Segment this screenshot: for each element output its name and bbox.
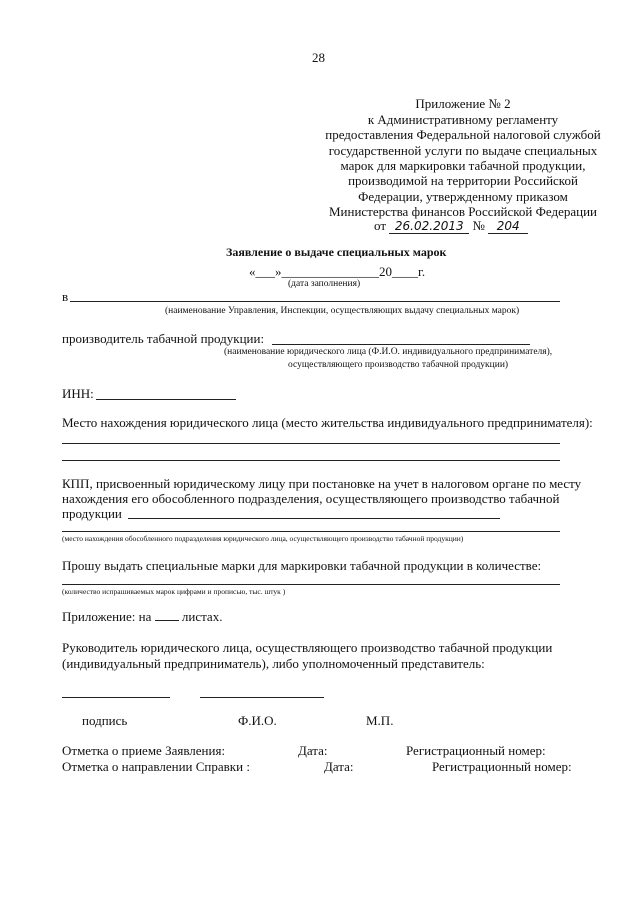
inn-label: ИНН: [62,386,94,401]
inn-field-line [96,399,236,400]
appendix-line: предоставления Федеральной налоговой службой [325,127,601,143]
date-line: «___»_______________20____г. [249,264,426,279]
appendix-date-row [374,218,528,234]
signature-line [62,697,170,698]
to-prefix: в [62,289,69,304]
head-line-2: (индивидуальный предприниматель), либо уполномоченный представитель: [62,656,485,671]
appendix-from-label: от [374,218,387,233]
kpp-field-line-1 [128,518,500,519]
kpp-line-2: нахождения его обособленного подразделения, осуществляющего производство табачной [62,491,560,506]
producer-field-line [272,344,530,345]
appendix-no-label: № [472,218,485,233]
receipt-date: Дата: [298,743,328,758]
appendix-line: к Административному регламенту [367,112,559,127]
kpp-line-3: продукции [62,506,122,521]
appendix-number: 204 [488,219,528,234]
attachment-suffix: листах. [181,609,223,624]
kpp-caption: (место нахождения обособленного подразделения юридического лица, осуществляющего производство табачной продукции) [62,534,464,543]
producer-label: производитель табачной продукции: [62,331,265,346]
request-field-line [62,584,560,585]
sent-label: Отметка о направлении Справки : [62,759,250,774]
to-field-line [70,301,560,302]
form-heading: Заявление о выдаче специальных марок [226,245,447,259]
page-number: 28 [312,50,325,65]
appendix-line: марок для маркировки табачной продукции, [340,157,586,173]
head-line-1: Руководитель юридического лица, осуществляющего производство табачной продукции [62,640,553,655]
attachment-count-line [155,620,179,621]
producer-caption-1: (наименование юридического лица (Ф.И.О. индивидуального предпринимателя), [224,347,553,357]
appendix-line: Федерации, утвержденному приказом [358,188,568,204]
sent-date: Дата: [324,759,354,774]
appendix-line: производимой на территории Российской [348,173,578,189]
location-field-line-1 [62,443,560,444]
appendix-line: Министерства финансов Российской Федерации [328,203,598,219]
fio-line [200,697,324,698]
date-caption: (дата заполнения) [288,279,361,289]
kpp-line-1: КПП, присвоенный юридическому лицу при постановке на учет в налоговом органе по месту [62,476,582,491]
location-field-line-2 [62,460,560,461]
receipt-label: Отметка о приеме Заявления: [62,743,226,758]
mp-label: М.П. [366,713,394,728]
appendix-line: государственной услуги по выдаче специальных [328,142,598,158]
location-label: Место нахождения юридического лица (место жительства индивидуального предпринимателя): [62,415,593,430]
request-label: Прошу выдать специальные марки для маркировки табачной продукции в количестве: [62,558,542,573]
appendix-title: Приложение № 2 [415,96,511,111]
attachment-prefix: Приложение: на [62,609,152,624]
kpp-field-line-2 [62,531,560,532]
attachment-row [62,609,222,625]
signature-label: подпись [82,713,128,728]
sent-reg: Регистрационный номер: [432,759,572,774]
producer-caption-2: осуществляющего производство табачной продукции) [288,360,509,370]
fio-label: Ф.И.О. [238,713,277,728]
request-caption: (количество испрашиваемых марок цифрами и прописью, тыс. штук ) [62,587,286,596]
appendix-date: 26.02.2013 [389,219,469,234]
receipt-reg: Регистрационный номер: [406,743,546,758]
to-caption: (наименование Управления, Инспекции, осуществляющих выдачу специальных марок) [165,306,520,316]
